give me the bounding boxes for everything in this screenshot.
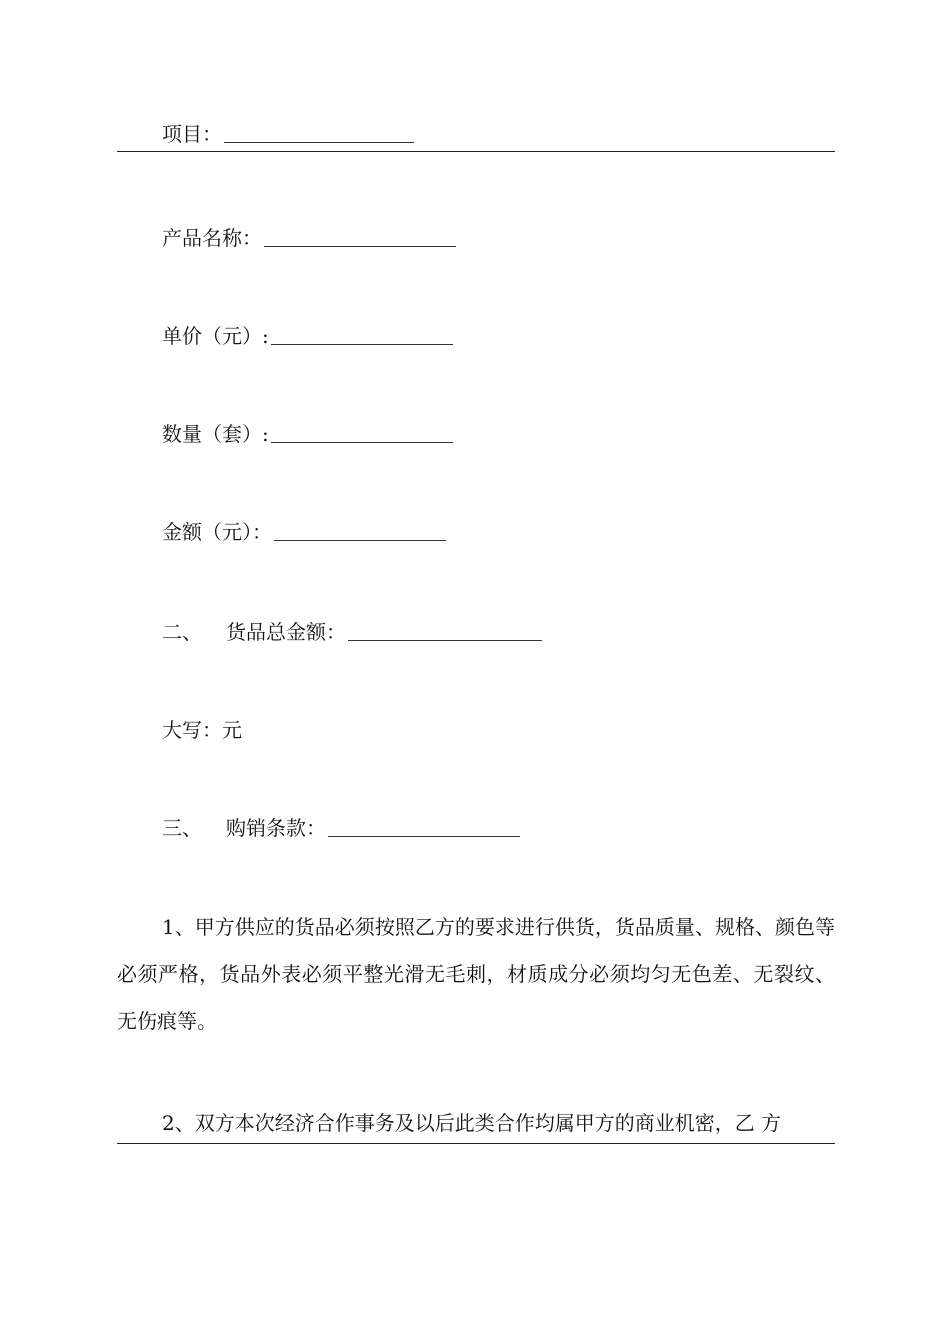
section-3-number: 三、	[162, 816, 202, 840]
amount-row	[162, 520, 446, 544]
product-name-blank[interactable]	[264, 232, 456, 247]
clause-2: 2、双方本次经济合作事务及以后此类合作均属甲方的商业机密，乙 方	[162, 1111, 782, 1135]
product-name-label: 产品名称：	[162, 226, 262, 250]
project-label: 项目：	[162, 122, 222, 146]
capital-row	[162, 718, 242, 742]
quantity-blank[interactable]	[271, 428, 453, 443]
terms-row	[162, 816, 520, 840]
terms-blank[interactable]	[328, 822, 520, 837]
unit-price-row	[162, 324, 453, 348]
total-amount-row	[162, 620, 542, 644]
section-2-number: 二、	[162, 620, 202, 644]
capital-label: 大写：元	[162, 718, 242, 742]
clause-1: 1、甲方供应的货品必须按照乙方的要求进行供货，货品质量、规格、颜色等必须严格，货品外表必须平整光滑无毛刺，材质成分必须均匀无色差、无裂纹、无伤痕等。	[117, 915, 835, 1033]
footer-rule	[117, 1143, 835, 1144]
product-name-row	[162, 226, 456, 250]
header-rule	[117, 151, 835, 152]
amount-label: 金额（元）：	[162, 520, 272, 544]
quantity-label: 数量（套）:	[162, 422, 269, 446]
amount-blank[interactable]	[274, 526, 446, 541]
unit-price-label: 单价（元）:	[162, 324, 269, 348]
total-amount-label: 货品总金额：	[226, 620, 346, 644]
project-row	[162, 122, 414, 146]
project-blank[interactable]	[224, 128, 414, 143]
quantity-row	[162, 422, 453, 446]
terms-label: 购销条款：	[226, 816, 326, 840]
unit-price-blank[interactable]	[271, 330, 453, 345]
total-amount-blank[interactable]	[348, 626, 542, 641]
